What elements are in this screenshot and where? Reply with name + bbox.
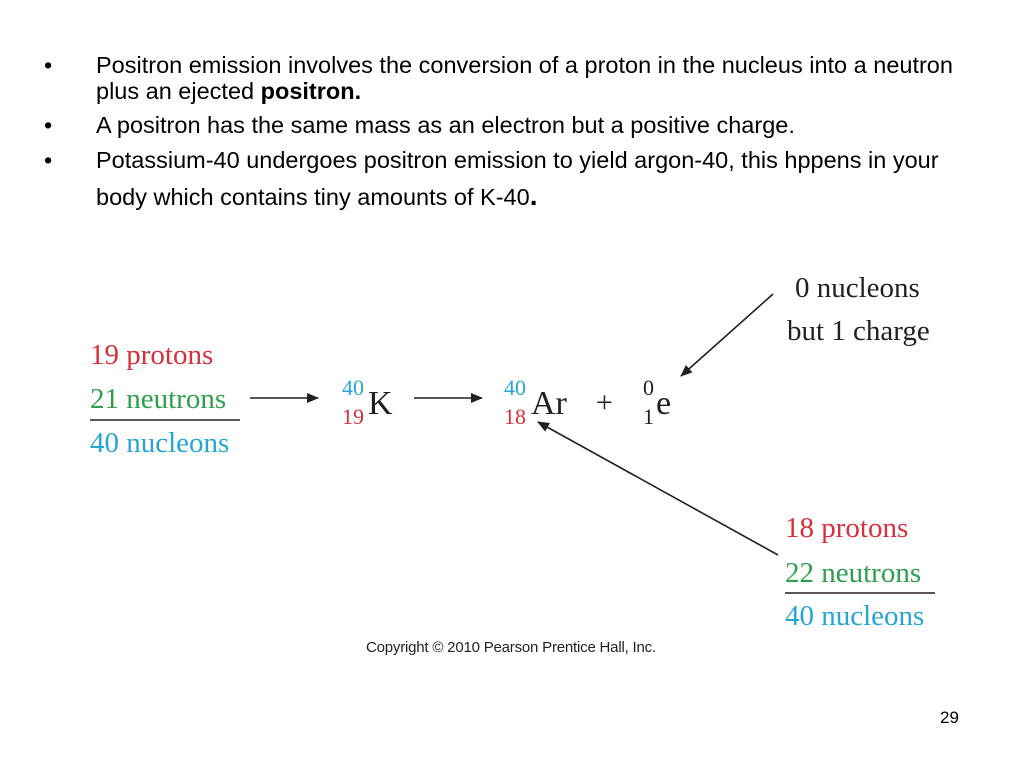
product-symbol: Ar — [531, 385, 567, 422]
reactant-mass-number: 40 — [342, 375, 364, 400]
right-nucleons-label: 40 nucleons — [785, 600, 925, 632]
bullet-text: Potassium-40 undergoes positron emission to yield argon-40, this hppens in your body which contains tiny amounts of K-40 — [96, 147, 939, 210]
plus-sign: + — [596, 386, 613, 419]
bullet-text: Positron emission involves the conversion of a proton in the nucleus into a neutron plus an ejected — [96, 52, 953, 104]
page-number: 29 — [940, 708, 959, 727]
right-protons-label: 18 protons — [785, 512, 909, 544]
product-atomic-number: 18 — [504, 404, 526, 429]
bullet-dot: • — [44, 147, 53, 173]
positron-charge-number: 1 — [643, 404, 654, 429]
bullet-bold-text: . — [529, 180, 538, 211]
positron-note-line1: 0 nucleons — [795, 272, 920, 304]
left-nucleons-label: 40 nucleons — [90, 427, 230, 459]
positron-note-line2: but 1 charge — [787, 315, 930, 347]
bullet-bold-text: positron. — [260, 78, 362, 104]
bullet-text: A positron has the same mass as an electron but a positive charge. — [96, 112, 795, 138]
reactant-atomic-number: 19 — [342, 404, 364, 429]
positron-symbol: e — [656, 385, 672, 422]
left-protons-label: 19 protons — [90, 339, 214, 371]
bullet-dot: • — [44, 112, 53, 138]
right-neutrons-label: 22 neutrons — [785, 557, 922, 589]
reactant-symbol: K — [368, 385, 393, 422]
arrow-to-product — [538, 422, 778, 555]
positron-mass-number: 0 — [643, 375, 654, 400]
product-mass-number: 40 — [504, 375, 526, 400]
left-neutrons-label: 21 neutrons — [90, 383, 227, 415]
copyright-notice: Copyright © 2010 Pearson Prentice Hall, Inc. — [366, 639, 656, 656]
arrow-to-positron — [681, 294, 773, 376]
bullet-dot: • — [44, 52, 53, 78]
